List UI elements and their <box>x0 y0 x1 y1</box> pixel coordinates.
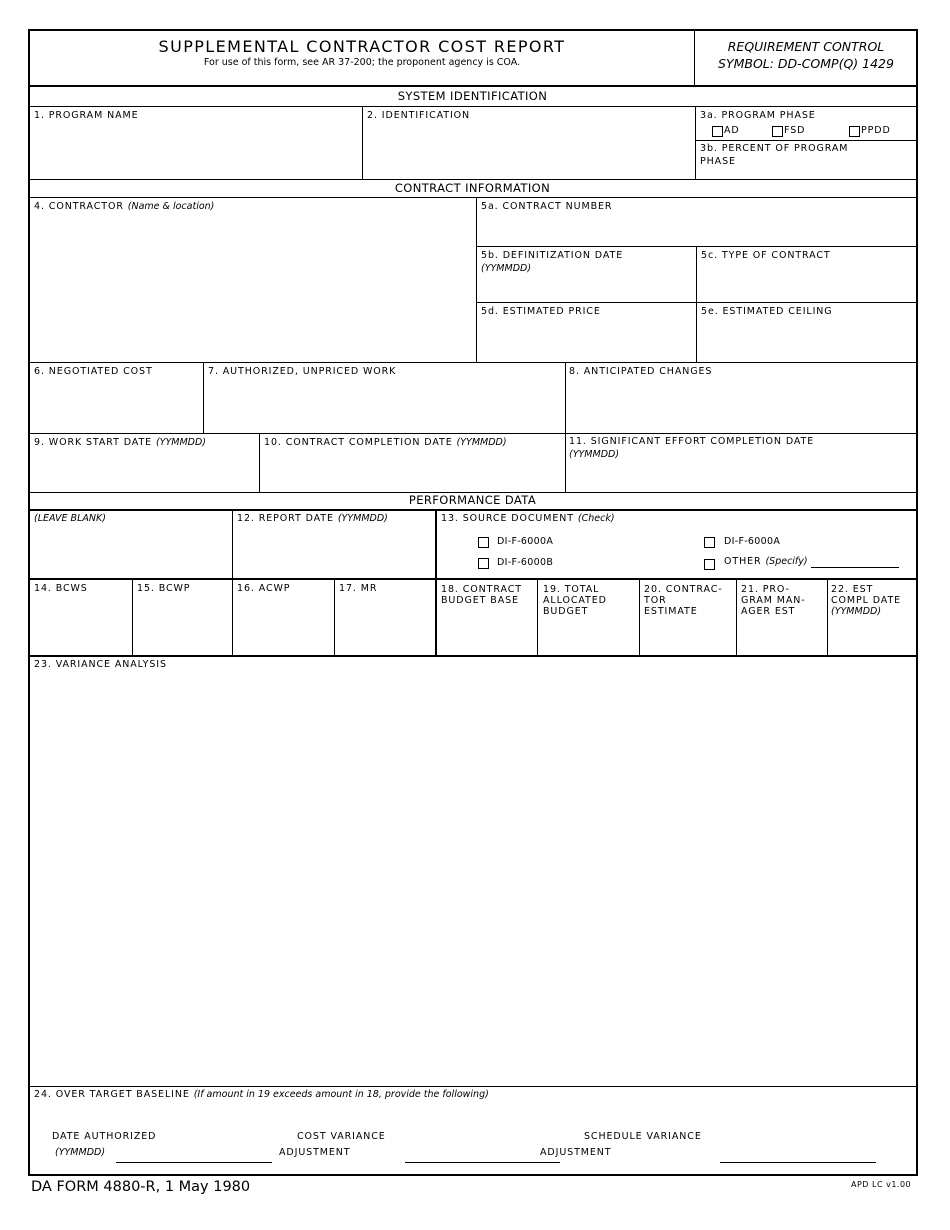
source-other-checkbox[interactable] <box>704 559 715 570</box>
program-name-label: 1. PROGRAM NAME <box>34 110 139 121</box>
program-manager-est-label: 21. PRO- <box>741 584 790 595</box>
significant-effort-date-label: 11. SIGNIFICANT EFFORT COMPLETION DATE <box>569 436 815 447</box>
est-compl-date-field[interactable] <box>829 618 915 654</box>
schedule-variance-line[interactable] <box>720 1162 876 1163</box>
percent-phase-label-2: PHASE <box>700 156 736 167</box>
total-allocated-budget-label-2: ALLOCATED <box>543 595 607 606</box>
source-6000b-label: DI-F-6000B <box>497 557 554 568</box>
contract-budget-base-label-2: BUDGET BASE <box>441 595 519 606</box>
contract-completion-date-label-note: (YYMMDD) <box>456 437 507 448</box>
date-authorized-line[interactable] <box>116 1162 272 1163</box>
estimated-price-label: 5d. ESTIMATED PRICE <box>481 306 601 317</box>
acwp-label: 16. ACWP <box>237 583 291 594</box>
est-compl-date-label: 22. EST <box>831 584 874 595</box>
contractor-estimate-label: 20. CONTRAC- <box>644 584 723 595</box>
bcwp-label: 15. BCWP <box>137 583 191 594</box>
source-other-label <box>724 556 808 567</box>
definitization-date-label: 5b. DEFINITIZATION DATE <box>481 250 624 261</box>
source-other-specify-line[interactable] <box>811 567 899 568</box>
contract-number-label: 5a. CONTRACT NUMBER <box>481 201 613 212</box>
mr-field[interactable] <box>336 596 434 654</box>
anticipated-changes-field[interactable] <box>567 378 915 432</box>
over-target-baseline-label-text: 24. OVER TARGET BASELINE <box>34 1089 190 1100</box>
schedule-variance-label-2: ADJUSTMENT <box>540 1147 612 1158</box>
section-performance-data: PERFORMANCE DATA <box>408 493 537 507</box>
schedule-variance-label: SCHEDULE VARIANCE <box>584 1131 702 1142</box>
estimated-ceiling-field[interactable] <box>698 318 915 361</box>
section-system-identification: SYSTEM IDENTIFICATION <box>397 89 548 103</box>
cost-variance-label: COST VARIANCE <box>297 1131 386 1142</box>
authorized-unpriced-work-label: 7. AUTHORIZED, UNPRICED WORK <box>208 366 397 377</box>
contract-completion-date-label <box>264 437 507 448</box>
contractor-field[interactable] <box>30 214 475 360</box>
source-document-label <box>441 513 615 524</box>
negotiated-cost-label: 6. NEGOTIATED COST <box>34 366 153 377</box>
bcws-label: 14. BCWS <box>34 583 88 594</box>
variance-analysis-label: 23. VARIANCE ANALYSIS <box>34 659 167 670</box>
work-start-date-label-text: 9. WORK START DATE <box>34 437 153 448</box>
source-6000a-alt-label: DI-F-6000A <box>724 536 781 547</box>
form-subtitle: For use of this form, see AR 37-200; the proponent agency is COA. <box>203 57 521 68</box>
identification-label: 2. IDENTIFICATION <box>367 110 471 121</box>
program-name-field[interactable] <box>30 122 361 178</box>
contract-budget-base-field[interactable] <box>438 618 536 654</box>
requirement-control-line2: SYMBOL: DD-COMP(Q) 1429 <box>718 56 894 71</box>
section-contract-information: CONTRACT INFORMATION <box>394 181 551 195</box>
report-date-label-text: 12. REPORT DATE <box>237 513 334 524</box>
cost-variance-line[interactable] <box>405 1162 560 1163</box>
contractor-label-text: 4. CONTRACTOR <box>34 201 124 212</box>
work-start-date-label-note: (YYMMDD) <box>155 437 207 448</box>
contract-number-field[interactable] <box>478 213 915 245</box>
identification-field[interactable] <box>363 122 694 178</box>
type-of-contract-label: 5c. TYPE OF CONTRACT <box>701 250 831 261</box>
program-manager-est-label-3: AGER EST <box>741 606 796 617</box>
form-id: DA FORM 4880-R, 1 May 1980 <box>31 1179 251 1195</box>
work-start-date-field[interactable] <box>30 450 258 491</box>
phase-ad-label: AD <box>724 125 740 136</box>
source-6000b-checkbox[interactable] <box>478 558 489 569</box>
est-compl-date-label-2: COMPL DATE <box>831 595 902 606</box>
form-title: SUPPLEMENTAL CONTRACTOR COST REPORT <box>158 37 566 56</box>
phase-fsd-checkbox[interactable] <box>772 126 783 137</box>
source-6000a-label: DI-F-6000A <box>497 536 554 547</box>
program-phase-label: 3a. PROGRAM PHASE <box>700 110 816 121</box>
requirement-control-line1: REQUIREMENT CONTROL <box>727 39 885 54</box>
percent-phase-field[interactable] <box>790 156 915 178</box>
phase-ad-checkbox[interactable] <box>712 126 723 137</box>
total-allocated-budget-label-3: BUDGET <box>543 606 589 617</box>
contractor-estimate-label-3: ESTIMATE <box>644 606 698 617</box>
total-allocated-budget-field[interactable] <box>539 618 638 654</box>
anticipated-changes-label: 8. ANTICIPATED CHANGES <box>569 366 713 377</box>
type-of-contract-field[interactable] <box>698 263 915 301</box>
source-other-label-text: OTHER <box>724 556 762 567</box>
work-start-date-label <box>34 437 206 448</box>
form-version: APD LC v1.00 <box>851 1180 912 1189</box>
bcwp-field[interactable] <box>134 596 231 654</box>
phase-ppdd-label: PPDD <box>861 125 891 136</box>
contract-completion-date-field[interactable] <box>261 450 564 491</box>
total-allocated-budget-label: 19. TOTAL <box>543 584 600 595</box>
report-date-label <box>237 513 388 524</box>
negotiated-cost-field[interactable] <box>30 378 202 432</box>
acwp-field[interactable] <box>234 596 333 654</box>
source-6000a-checkbox[interactable] <box>478 537 489 548</box>
percent-phase-label: 3b. PERCENT OF PROGRAM <box>700 143 849 154</box>
contract-budget-base-label: 18. CONTRACT <box>441 584 522 595</box>
significant-effort-date-note: (YYMMDD) <box>569 449 620 460</box>
definitization-date-note: (YYMMDD) <box>481 263 532 274</box>
contract-completion-date-label-text: 10. CONTRACT COMPLETION DATE <box>264 437 453 448</box>
program-manager-est-label-2: GRAM MAN- <box>741 595 806 606</box>
phase-fsd-label: FSD <box>784 125 806 136</box>
contractor-label <box>34 201 214 212</box>
source-document-label-text: 13. SOURCE DOCUMENT <box>441 513 574 524</box>
significant-effort-date-field[interactable] <box>567 462 915 491</box>
contractor-label-note: (Name & location) <box>127 201 215 212</box>
source-document-label-note: (Check) <box>577 513 615 524</box>
program-manager-est-field[interactable] <box>738 618 826 654</box>
estimated-ceiling-label: 5e. ESTIMATED CEILING <box>701 306 833 317</box>
estimated-price-field[interactable] <box>478 318 695 361</box>
over-target-baseline-note: (If amount in 19 exceeds amount in 18, provide the following) <box>193 1089 489 1100</box>
mr-label: 17. MR <box>339 583 378 594</box>
date-authorized-label: DATE AUTHORIZED <box>52 1131 157 1142</box>
source-other-label-note: (Specify) <box>765 556 808 567</box>
phase-ppdd-checkbox[interactable] <box>849 126 860 137</box>
bcws-field[interactable] <box>30 596 131 654</box>
leave-blank-label: (LEAVE BLANK) <box>34 513 106 524</box>
cost-variance-label-2: ADJUSTMENT <box>279 1147 351 1158</box>
est-compl-date-note: (YYMMDD) <box>831 606 882 617</box>
contractor-estimate-label-2: TOR <box>644 595 667 606</box>
contractor-estimate-field[interactable] <box>641 618 735 654</box>
authorized-unpriced-work-field[interactable] <box>205 378 564 432</box>
source-6000a-alt-checkbox[interactable] <box>704 537 715 548</box>
definitization-date-field[interactable] <box>478 276 695 301</box>
over-target-baseline-label <box>34 1089 489 1100</box>
report-date-field[interactable] <box>234 526 434 577</box>
report-date-label-note: (YYMMDD) <box>337 513 388 524</box>
variance-analysis-field[interactable] <box>30 672 915 1084</box>
date-authorized-note: (YYMMDD) <box>55 1147 106 1158</box>
